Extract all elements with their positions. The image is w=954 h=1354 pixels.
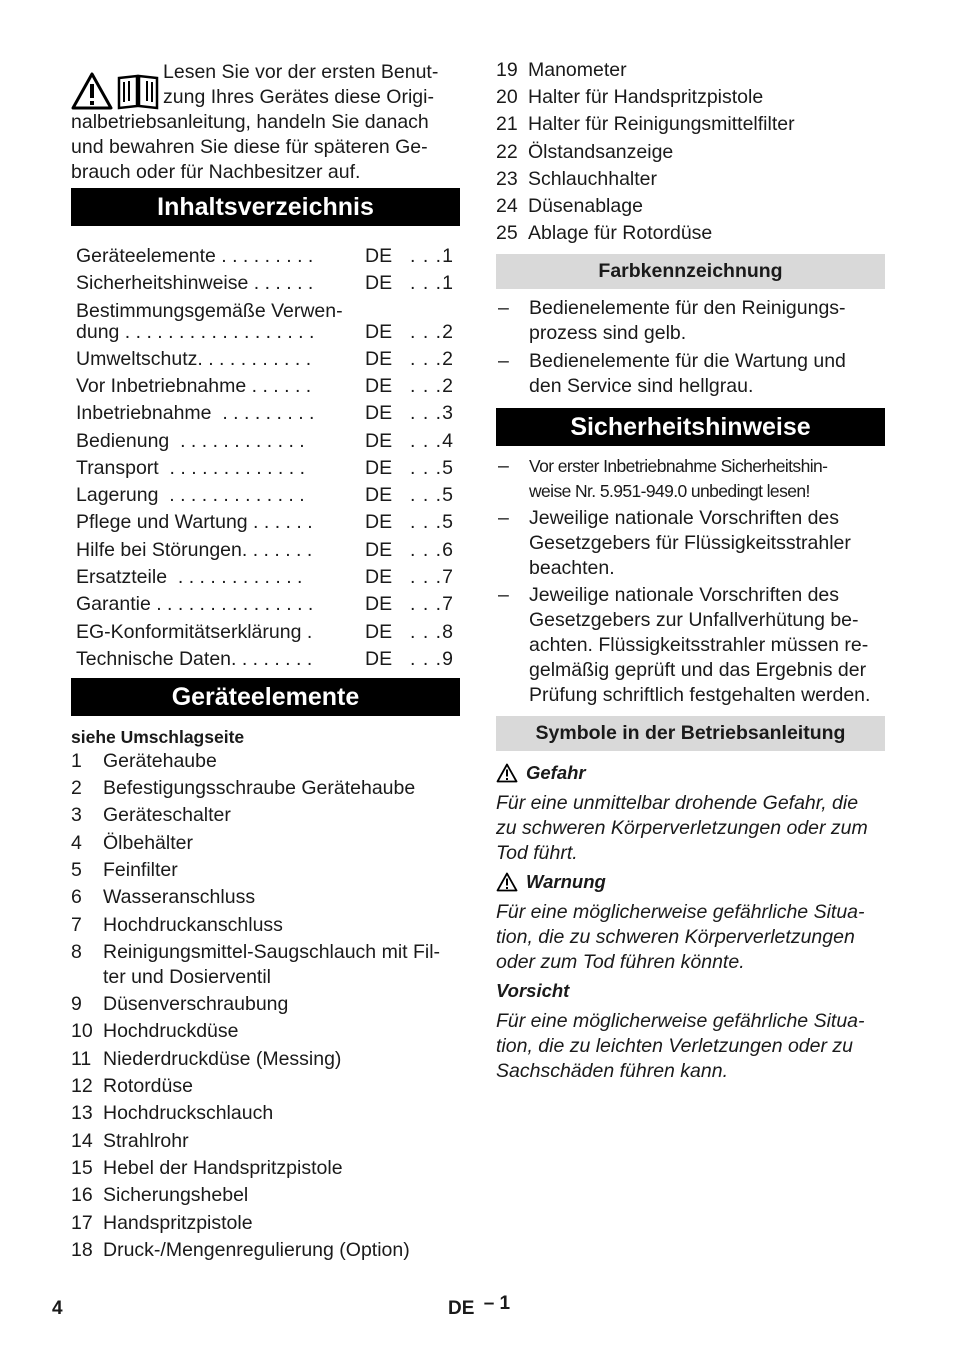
toc-entry (76, 620, 456, 645)
toc-entry-lang: DE (365, 484, 393, 506)
toc-entry-lang: DE (365, 272, 393, 294)
toc-entry (76, 456, 456, 481)
color-coding-heading: Farbkennzeichnung (496, 254, 885, 289)
elements-subheading: siehe Umschlagseite (71, 727, 245, 747)
toc-entry-title: Technische Daten. . . . . . . . (76, 648, 313, 670)
toc-entry (76, 347, 456, 372)
danger-heading (496, 762, 586, 784)
color-coding-text: Bedienelemente für die Wartung und den Service sind hellgrau. (529, 350, 846, 397)
safety-text: Jeweilige nationale Vorschriften des Gesetzgebers zur Unfallverhütung be- achten. Flüssigkeitsstrahler müssen re- gelmäßig geprüft und das Ergebnis der Prüfung schriftlich festgehalten werden. (529, 584, 871, 706)
list-item-number: 10 (71, 1020, 93, 1042)
toc-entry-title: Bestimmungsgemäße Verwen- (76, 300, 343, 322)
intro-line: Lesen Sie vor der ersten Benut- (163, 61, 439, 83)
list-item-number: 5 (71, 859, 82, 881)
manual-book-icon (117, 72, 159, 110)
toc-entry (76, 647, 456, 672)
warning-title: Warnung (526, 871, 606, 892)
toc-entry (76, 510, 456, 535)
caution-heading (496, 980, 569, 1002)
toc-entry (76, 429, 456, 454)
toc-entry-lang: DE (365, 511, 393, 533)
toc-entry-title: dung . . . . . . . . . . . . . . . . . . (76, 321, 315, 343)
warning-triangle-icon (71, 72, 113, 110)
list-item-number: 16 (71, 1184, 93, 1206)
toc-entry-title: Vor Inbetriebnahme . . . . . . (76, 375, 312, 397)
list-item-text: Geräteschalter (103, 804, 231, 826)
list-item-text: Wasseranschluss (103, 886, 256, 908)
caution-title: Vorsicht (496, 980, 570, 1001)
list-item-number: 22 (496, 141, 518, 163)
color-coding-text: Bedienelemente für den Reinigungs- prozess sind gelb. (529, 297, 846, 344)
list-item-number: 4 (71, 832, 82, 854)
list-item-text: Druck-/Mengenregulierung (Option) (103, 1239, 410, 1261)
toc-entry-title: Garantie . . . . . . . . . . . . . . . (76, 593, 314, 615)
list-item-number: 2 (71, 777, 82, 799)
footer-lang: DE (448, 1298, 475, 1319)
list-item-number: 25 (496, 222, 518, 244)
toc-entry-lang: DE (365, 402, 393, 424)
toc-entry (76, 401, 456, 426)
toc-entry-page: . . .4 (410, 430, 454, 452)
dash-bullet: – (498, 507, 509, 529)
toc-entry (76, 374, 456, 399)
toc-entry-lang: DE (365, 321, 393, 343)
intro-line: und bewahren Sie diese für späteren Ge- (71, 136, 428, 158)
footer-page: – 1 (483, 1293, 511, 1314)
warning-heading (496, 871, 606, 893)
toc-entry-page: . . .5 (410, 457, 454, 479)
list-item-number: 24 (496, 195, 518, 217)
danger-text: Für eine unmittelbar drohende Gefahr, die zu schweren Körperverletzungen oder zum Tod führt. (496, 792, 868, 864)
toc-entry-lang: DE (365, 375, 393, 397)
toc-entry-page: . . .2 (410, 375, 454, 397)
list-item-number: 15 (71, 1157, 93, 1179)
list-item-text: Hochdruckschlauch (103, 1102, 274, 1124)
list-item-text: Handspritzpistole (103, 1212, 253, 1234)
list-item-number: 23 (496, 168, 518, 190)
toc-entry-page: . . .2 (410, 348, 454, 370)
toc-entry (76, 538, 456, 563)
toc-entry-page: . . .7 (410, 593, 454, 615)
toc-entry-title: EG-Konformitätserklärung . (76, 621, 313, 643)
toc-entry-lang: DE (365, 539, 393, 561)
list-item-text: Halter für Reinigungsmittelfilter (528, 113, 795, 135)
list-item-text: Niederdruckdüse (Messing) (103, 1048, 342, 1070)
safety-text: Jeweilige nationale Vorschriften des Gesetzgebers für Flüssigkeitsstrahler beachten. (529, 507, 851, 579)
toc-entry (76, 244, 456, 269)
symbols-heading: Symbole in der Betriebsanleitung (496, 716, 885, 751)
toc-entry-page: . . .6 (410, 539, 454, 561)
list-item-text: Ölstandsanzeige (528, 141, 674, 163)
list-item-text: Ablage für Rotordüse (528, 222, 713, 244)
list-item-text: Manometer (528, 59, 627, 81)
list-item-number: 3 (71, 804, 82, 826)
list-item-text: Hochdruckdüse (103, 1020, 239, 1042)
list-item-number: 18 (71, 1239, 93, 1261)
list-item-text: Befestigungsschraube Gerätehaube (103, 777, 416, 799)
toc-entry-lang: DE (365, 593, 393, 615)
list-item-number: 14 (71, 1130, 93, 1152)
toc-entry-page: . . .7 (410, 566, 454, 588)
list-item-number: 11 (71, 1048, 92, 1070)
toc-entry-lang: DE (365, 245, 393, 267)
list-item-number: 13 (71, 1102, 93, 1124)
list-item-number: 21 (496, 113, 518, 135)
toc-entry-title: Bedienung . . . . . . . . . . . . (76, 430, 305, 452)
list-item-text: Halter für Handspritzpistole (528, 86, 764, 108)
warning-triangle-icon (496, 763, 518, 783)
dash-bullet: – (498, 455, 509, 477)
danger-title: Gefahr (526, 762, 586, 783)
toc-entry-title: Hilfe bei Störungen. . . . . . . (76, 539, 313, 561)
list-item-number: 1 (71, 750, 82, 772)
dash-bullet: – (498, 297, 509, 319)
list-item-text: Reinigungsmittel-Saugschlauch mit Fil- ter und Dosierventil (103, 941, 441, 988)
toc-entry-title: Umweltschutz. . . . . . . . . . . (76, 348, 312, 370)
safety-heading: Sicherheitshinweise (496, 408, 885, 446)
toc-entry-lang: DE (365, 566, 393, 588)
warning-triangle-icon (496, 872, 518, 892)
list-item-text: Strahlrohr (103, 1130, 189, 1152)
toc-entry-title: Lagerung . . . . . . . . . . . . . (76, 484, 305, 506)
toc-entry-title: Ersatzteile . . . . . . . . . . . . (76, 566, 303, 588)
intro-line: brauch oder für Nachbesitzer auf. (71, 161, 361, 183)
toc-entry-lang: DE (365, 430, 393, 452)
footer-lang-page (448, 1293, 511, 1320)
safety-text: Vor erster Inbetriebnahme Sicherheitshin- weise Nr. 5.951-949.0 unbedingt lesen! (529, 456, 828, 501)
list-item-text: Rotordüse (103, 1075, 193, 1097)
list-item-number: 7 (71, 914, 82, 936)
list-item-text: Gerätehaube (103, 750, 217, 772)
toc-heading: Inhaltsverzeichnis (71, 188, 460, 226)
toc-entry-page: . . .5 (410, 484, 454, 506)
toc-entry-title: Inbetriebnahme . . . . . . . . . (76, 402, 315, 424)
toc-entry-page: . . .5 (410, 511, 454, 533)
list-item-number: 19 (496, 59, 518, 81)
dash-bullet: – (498, 350, 509, 372)
intro-notice (71, 60, 460, 185)
list-item-text: Schlauchhalter (528, 168, 657, 190)
toc-entry (76, 565, 456, 590)
list-item-text: Feinfilter (103, 859, 178, 881)
intro-icons (71, 66, 163, 110)
toc-entry (76, 271, 456, 296)
toc-entry (76, 483, 456, 508)
warning-text: Für eine möglicherweise gefährliche Situa- tion, die zu schweren Körperverletzungen oder zum Tod führen könnte. (496, 901, 865, 973)
list-item-number: 20 (496, 86, 518, 108)
toc-entry-title: Sicherheitshinweise . . . . . . (76, 272, 314, 294)
toc-entry (76, 320, 456, 345)
intro-line: nalbetriebsanleitung, handeln Sie danach (71, 111, 429, 133)
toc-entry-lang: DE (365, 648, 393, 670)
elements-heading: Geräteelemente (71, 678, 460, 716)
list-item-number: 9 (71, 993, 82, 1015)
toc-entry (76, 592, 456, 617)
toc-entry-page: . . .2 (410, 321, 454, 343)
toc-entry-lang: DE (365, 348, 393, 370)
list-item-text: Sicherungshebel (103, 1184, 249, 1206)
toc-entry-lang: DE (365, 621, 393, 643)
caution-text: Für eine möglicherweise gefährliche Situa- tion, die zu leichten Verletzungen oder zu Sachschäden führen kann. (496, 1010, 865, 1082)
list-item-text: Hebel der Handspritzpistole (103, 1157, 343, 1179)
list-item-text: Ölbehälter (103, 832, 193, 854)
dash-bullet: – (498, 584, 509, 606)
list-item-number: 17 (71, 1212, 93, 1234)
list-item-text: Düsenverschraubung (103, 993, 289, 1015)
list-item-number: 12 (71, 1075, 93, 1097)
list-item-text: Düsenablage (528, 195, 643, 217)
intro-line: zung Ihres Gerätes diese Origi- (163, 86, 434, 108)
toc-entry-title: Pflege und Wartung . . . . . . (76, 511, 313, 533)
list-item-text: Hochdruckanschluss (103, 914, 283, 936)
toc-entry-page: . . .8 (410, 621, 454, 643)
list-item-number: 8 (71, 941, 82, 963)
toc-entry-lang: DE (365, 457, 393, 479)
toc-entry-page: . . .1 (410, 245, 454, 267)
page-number: 4 (52, 1298, 63, 1319)
toc-entry-title: Transport . . . . . . . . . . . . . (76, 457, 306, 479)
toc-entry-title: Geräteelemente . . . . . . . . . (76, 245, 314, 267)
list-item-number: 6 (71, 886, 82, 908)
toc-entry-page: . . .1 (410, 272, 454, 294)
toc-entry-page: . . .3 (410, 402, 454, 424)
toc-entry-page: . . .9 (410, 648, 454, 670)
